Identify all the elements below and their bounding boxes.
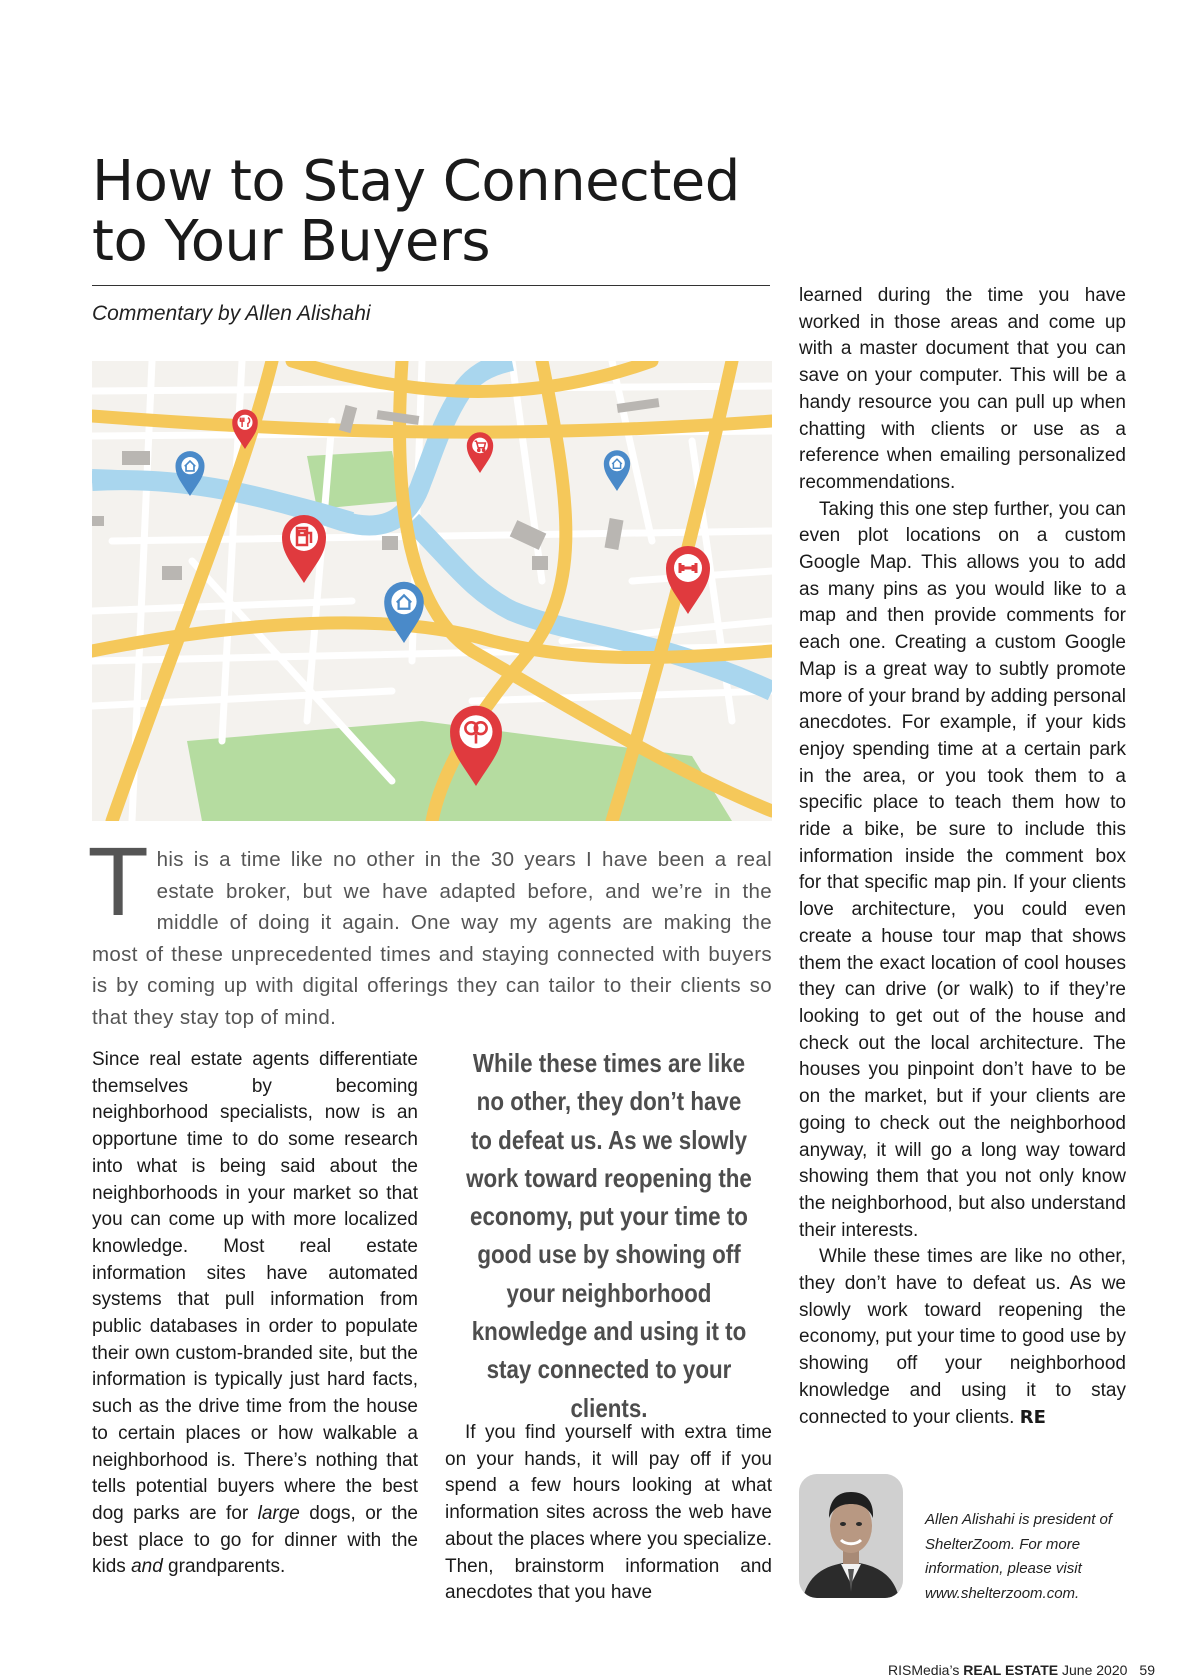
pull-quote: While these times are like no other, they don’t have to defeat us. As we slowly work toward reopening the economy, put your time to good use by showing off your neighborhood knowledge and using it to stay connected to your clients.	[466, 1048, 752, 1423]
col1-emphasis-1: large	[257, 1502, 300, 1524]
body-column-3	[799, 283, 1126, 1431]
page-number: 59	[1139, 1662, 1155, 1678]
drop-cap: T	[90, 830, 147, 937]
intro-text: his is a time like no other in the 30 years I have been a real estate broker, but we have adapted before, and we’re in the middle of doing it again. One way my agents are making the most of these unprecedented times and staying connected with buyers is by coming up with digital offerings they can tailor to their clients so that they stay top of mind.	[92, 848, 772, 1029]
col1-text-part-1: Since real estate agents differentiate themselves by becoming neighborhood specialists, now is an opportune time to do some research into what is being said about the neighborhoods in your market so that you can come up with more localized knowledge. Most real estate information sites have automated systems that pull information from public databases in order to populate their own custom-branded site, but the information is typically just hard facts, such as the drive time from the house to certain places or how walkable a neighborhood is. There’s nothing that tells potential buyers where the best dog parks are for	[92, 1049, 418, 1524]
author-photo	[799, 1474, 903, 1598]
end-mark: RE	[1019, 1406, 1046, 1428]
page-footer	[888, 1662, 1155, 1678]
park-area-small	[307, 451, 402, 509]
map-illustration	[92, 361, 772, 821]
body-column-2	[445, 1420, 772, 1607]
title-divider	[92, 285, 770, 286]
intro-paragraph	[90, 830, 772, 1034]
col2-text: If you find yourself with extra time on your hands, it will pay off if you spend a few hours looking at what information sites across the web have about the places where you specialize. Then, brainstorm information and anecdotes that you have	[445, 1422, 772, 1604]
title-line-2: to Your Buyers	[92, 209, 491, 274]
col1-emphasis-2: and	[131, 1556, 163, 1578]
col3-paragraph-3-text: While these times are like no other, they don’t have to defeat us. As we slowly work toward reopening the economy, put your time to good use by showing off your neighborhood knowledge and using it to stay connected to your clients.	[799, 1246, 1126, 1428]
article-title	[92, 149, 792, 274]
col3-paragraph-1: learned during the time you have worked in those areas and come up with a master document that you can save on your computer. This will be a handy resource you can pull up when chatting with clients or use as a reference when emailing personalized recommendations.	[799, 285, 1126, 493]
col3-paragraph-3	[799, 1244, 1126, 1431]
publication-name: REAL ESTATE	[963, 1662, 1059, 1678]
issue-date: June 2020	[1062, 1662, 1128, 1678]
title-line-1: How to Stay Connected	[92, 149, 740, 214]
body-column-1	[92, 1047, 418, 1581]
byline: Commentary by Allen Alishahi	[92, 302, 371, 325]
col1-text-part-2: dogs, or the best place to go for dinner with the kids	[92, 1502, 418, 1578]
col1-text-part-3: grandparents.	[162, 1556, 286, 1578]
publication-prefix: RISMedia’s	[888, 1662, 960, 1678]
col3-paragraph-2: Taking this one step further, you can even plot locations on a custom Google Map. This allows you to add as many pins as you would like to a map and then provide comments for each one. Creating a custom Google Map is a great way to subtly promote more of your brand by adding personal anecdotes. For example, if your kids enjoy spending time at a certain park in the area, or you took them to a specific place to teach them how to ride a bike, be sure to include this information inside the comment box for that specific map pin. If your clients love architecture, you could even create a house tour map that shows them the exact location of cool houses they can drive (or walk) to if they’re looking to get out of the house and check out the local architecture. The houses you pinpoint don’t have to be on the market, but if your clients are going to check out the neighborhood anyway, it will go a long way toward showing them that you not only know the neighborhood, but also understand their interests.	[799, 498, 1126, 1241]
author-bio: Allen Alishahi is president of ShelterZoom. For more information, please visit www.shelterzoom.com.	[925, 1511, 1113, 1602]
